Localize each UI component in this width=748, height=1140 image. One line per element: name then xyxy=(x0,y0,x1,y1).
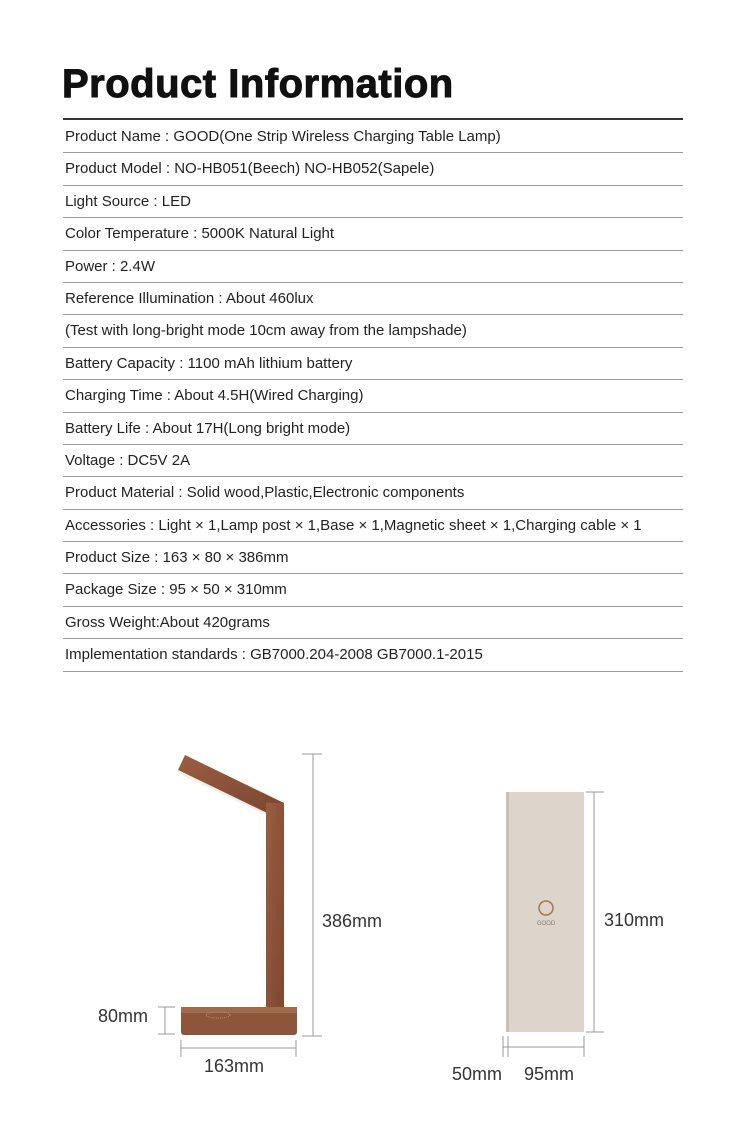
spec-row: Product Size : 163 × 80 × 386mm xyxy=(63,542,683,574)
spec-row: Product Name : GOOD(One Strip Wireless Charging Table Lamp) xyxy=(63,121,683,153)
package-box-image xyxy=(506,792,584,1032)
spec-row: Accessories : Light × 1,Lamp post × 1,Base × 1,Magnetic sheet × 1,Charging cable × 1 xyxy=(63,510,683,542)
spec-row: Power : 2.4W xyxy=(63,251,683,283)
page-title: Product Information xyxy=(62,62,454,106)
spec-row: Package Size : 95 × 50 × 310mm xyxy=(63,574,683,606)
spec-row: Reference Illumination : About 460lux xyxy=(63,283,683,315)
spec-row: Light Source : LED xyxy=(63,186,683,218)
lamp-width-label: 163mm xyxy=(204,1056,265,1076)
box-depth-label: 50mm xyxy=(452,1064,503,1084)
lamp-image xyxy=(178,755,297,1035)
spec-row: Color Temperature : 5000K Natural Light xyxy=(63,218,683,250)
spec-row: Battery Capacity : 1100 mAh lithium battery xyxy=(63,348,683,380)
spec-row: Battery Life : About 17H(Long bright mode) xyxy=(63,413,683,445)
spec-row: (Test with long-bright mode 10cm away from the lampshade) xyxy=(63,315,683,347)
lamp-depth-label: 80mm xyxy=(98,1006,149,1026)
spec-row: Implementation standards : GB7000.204-2008 GB7000.1-2015 xyxy=(63,639,683,671)
spec-row: Product Material : Solid wood,Plastic,Electronic components xyxy=(63,477,683,509)
brand-logo-text: GOOD xyxy=(536,921,556,927)
box-width-label: 95mm xyxy=(524,1064,575,1084)
spec-row: Charging Time : About 4.5H(Wired Charging) xyxy=(63,380,683,412)
spec-row: Gross Weight:About 420grams xyxy=(63,607,683,639)
spec-row: Product Model : NO-HB051(Beech) NO-HB052(Sapele) xyxy=(63,153,683,185)
spec-row: Voltage : DC5V 2A xyxy=(63,445,683,477)
lamp-pole xyxy=(266,803,284,1021)
lamp-height-label: 386mm xyxy=(322,911,383,931)
box-height-label: 310mm xyxy=(604,910,665,930)
